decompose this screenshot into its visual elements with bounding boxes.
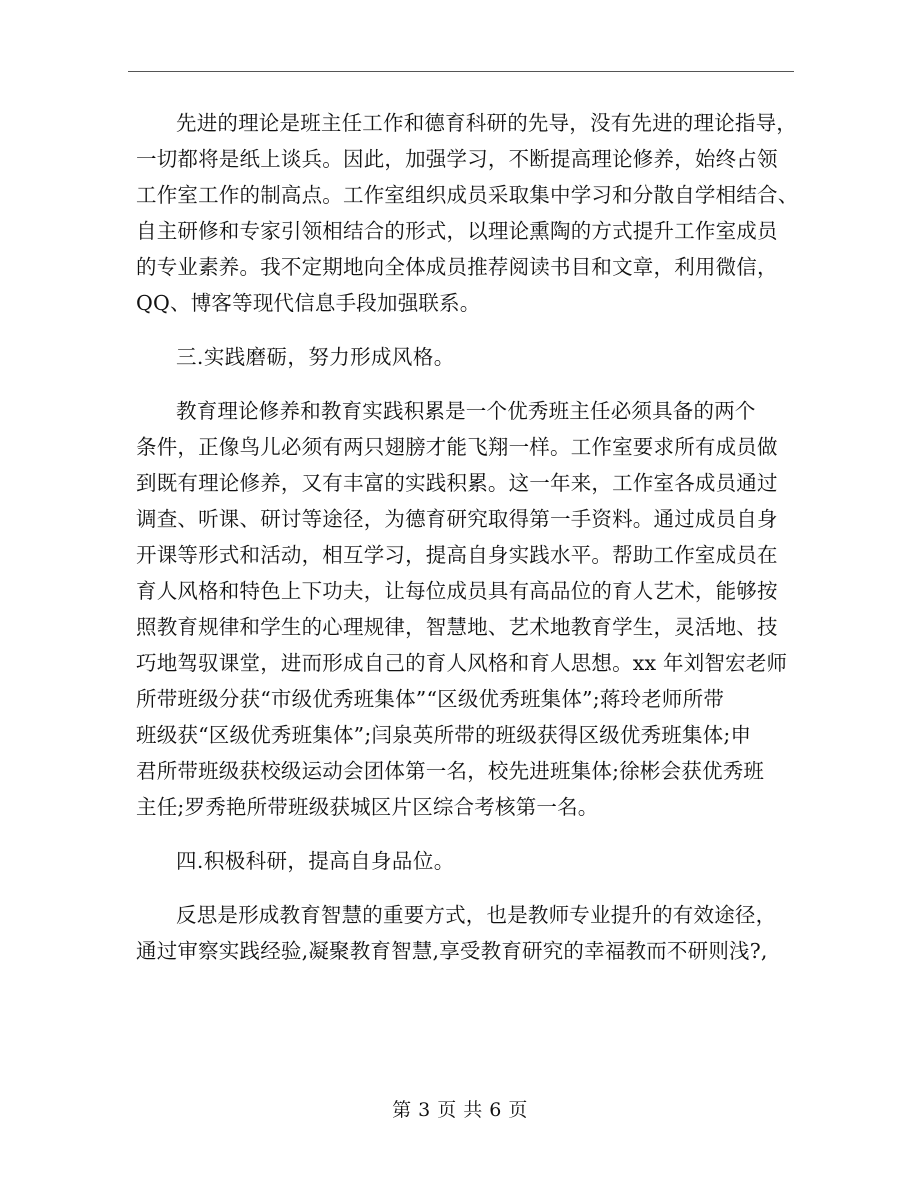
paragraph1-line-6: QQ、博客等现代信息手段加强联系。: [136, 291, 481, 315]
paragraph3-line-2: 通过审察实践经验,凝聚教育智慧,享受教育研究的幸福教而不研则浅?,: [136, 939, 768, 963]
paragraph1-line-4: 自主研修和专家引领相结合的形式，以理论熏陶的方式提升工作室成员: [136, 219, 778, 243]
paragraph2-line-7: 照教育规律和学生的心理规律，智慧地、艺术地教育学生，灵活地、技: [136, 615, 778, 639]
paragraph1-line-3: 工作室工作的制高点。工作室组织成员采取集中学习和分散自学相结合、: [136, 183, 799, 207]
paragraph2-line-10: 班级获“区级优秀班集体”;闫泉英所带的班级获得区级优秀班集体;申: [136, 723, 752, 747]
paragraph2-line-9: 所带班级分获“市级优秀班集体”“区级优秀班集体”;蒋玲老师所带: [136, 687, 725, 711]
paragraph3-line-1: 反思是形成教育智慧的重要方式，也是教师专业提升的有效途径，: [176, 903, 777, 927]
paragraph1-line-2: 一切都将是纸上谈兵。因此，加强学习，不断提高理论修养，始终占领: [136, 147, 778, 171]
paragraph2-line-3: 到既有理论修养，又有丰富的实践积累。这一年来，工作室各成员通过: [136, 471, 778, 495]
paragraph2-line-8: 巧地驾驭课堂，进而形成自己的育人风格和育人思想。xx 年刘智宏老师: [136, 651, 788, 675]
paragraph2-line-6: 育人风格和特色上下功夫，让每位成员具有高品位的育人艺术，能够按: [136, 579, 778, 603]
paragraph2-line-5: 开课等形式和活动，相互学习，提高自身实践水平。帮助工作室成员在: [136, 543, 778, 567]
paragraph1-line-5: 的专业素养。我不定期地向全体成员推荐阅读书目和文章，利用微信，: [136, 255, 778, 279]
paragraph2-line-1: 教育理论修养和教育实践积累是一个优秀班主任必须具备的两个: [176, 399, 756, 423]
header-rule: [128, 71, 794, 72]
paragraph2-line-11: 君所带班级获校级运动会团体第一名，校先进班集体;徐彬会获优秀班: [136, 759, 765, 783]
section-heading-4: 四.积极科研，提高自身品位。: [176, 849, 455, 873]
page-number-footer: 第 3 页 共 6 页: [392, 1099, 528, 1121]
section-heading-3: 三.实践磨砺，努力形成风格。: [176, 345, 455, 369]
paragraph2-line-4: 调查、听课、研讨等途径，为德育研究取得第一手资料。通过成员自身: [136, 507, 778, 531]
paragraph2-line-2: 条件，正像鸟儿必须有两只翅膀才能飞翔一样。工作室要求所有成员做: [136, 435, 778, 459]
paragraph2-line-12: 主任;罗秀艳所带班级获城区片区综合考核第一名。: [136, 795, 599, 819]
paragraph1-line-1: 先进的理论是班主任工作和德育科研的先导，没有先进的理论指导，: [176, 111, 797, 135]
